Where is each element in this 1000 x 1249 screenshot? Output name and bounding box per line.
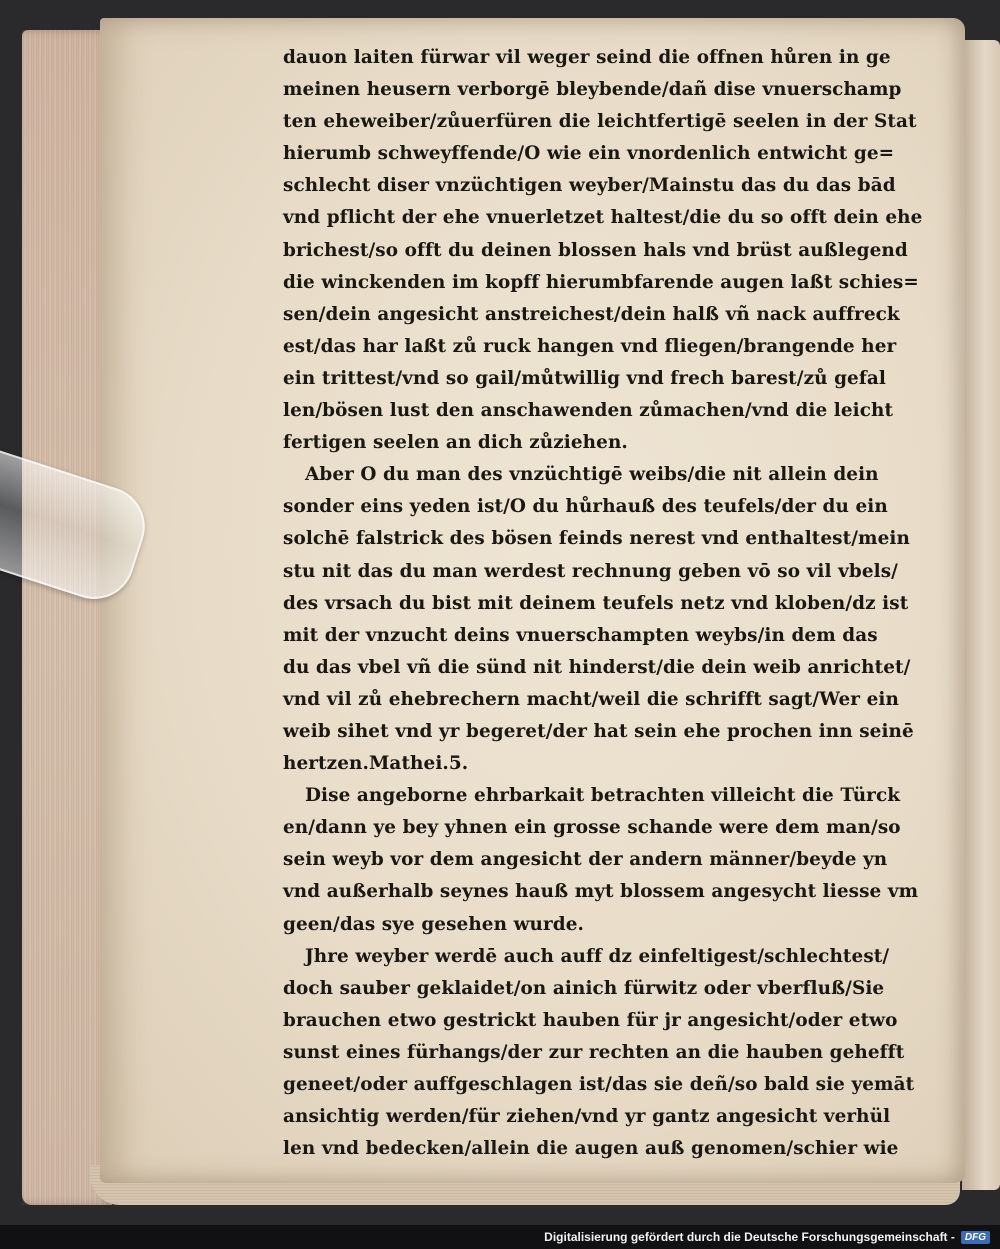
text-line: len vnd bedecken/allein die augen auß genomen/schier wie xyxy=(283,1138,899,1160)
text-line: doch sauber geklaidet/on ainich fürwitz oder vberfluß/Sie xyxy=(283,977,885,999)
text-line: stu nit das du man werdest rechnung geben vō so vil vbels/ xyxy=(283,560,898,582)
footer-bar xyxy=(0,1225,1000,1249)
text-line: weib sihet vnd yr begeret/der hat sein ehe prochen inn seinē xyxy=(283,720,914,742)
next-page-edge xyxy=(962,40,1000,1190)
text-line: des vrsach du bist mit deinem teufels netz vnd kloben/dz ist xyxy=(283,592,909,614)
text-line: ten eheweiber/zůuerfüren die leichtfertigē seelen in der Stat xyxy=(283,111,917,133)
text-line: len/bösen lust den anschawenden zůmachen/vnd die leicht xyxy=(283,400,894,422)
text-line: meinen heusern verborgē bleybende/dañ dise vnuerschamp xyxy=(283,79,902,101)
text-line: vnd vil zů ehebrechern macht/weil die schrifft sagt/Wer ein xyxy=(283,688,899,710)
text-line: Jhre weyber werdē auch auff dz einfeltigest/schlechtest/ xyxy=(305,945,890,967)
footer-credit: Digitalisierung gefördert durch die Deutsche Forschungsgemeinschaft - xyxy=(544,1230,955,1244)
text-line: hierumb schweyffende/O wie ein vnordenlich entwicht ge= xyxy=(283,143,895,165)
text-line: dauon laiten fürwar vil weger seind die offnen hůren in ge xyxy=(283,47,891,68)
book-page-edges xyxy=(22,30,112,1205)
text-line: du das vbel vñ die sünd nit hinderst/die dein weib anrichtet/ xyxy=(283,656,911,678)
text-line: hertzen.Mathei.5. xyxy=(283,753,469,775)
text-line: sonder eins yeden ist/O du hůrhauß des teufels/der du ein xyxy=(283,496,888,518)
text-line: geen/das sye gesehen wurde. xyxy=(283,913,585,935)
text-line: geneet/oder auffgeschlagen ist/das sie deñ/so bald sie yemāt xyxy=(283,1074,915,1095)
text-line: fertigen seelen an dich zůziehen. xyxy=(283,432,628,454)
text-line: est/das har laßt zů ruck hangen vnd fliegen/brangende her xyxy=(283,335,897,357)
text-line: ein trittest/vnd so gail/můtwillig vnd frech barest/zů gefal xyxy=(283,367,886,389)
text-line: en/dann ye bey yhnen ein grosse schande were dem man/so xyxy=(283,817,901,839)
text-line: brauchen etwo gestrickt hauben für jr angesicht/oder etwo xyxy=(283,1009,898,1031)
text-line: Aber O du man des vnzüchtigē weibs/die nit allein dein xyxy=(305,464,879,486)
text-line: Dise angeborne ehrbarkait betrachten villeicht die Türck xyxy=(305,785,901,807)
text-line: die winckenden im kopff hierumbfarende augen laßt schies= xyxy=(283,271,919,293)
text-line: sunst eines fürhangs/der zur rechten an die hauben gehefft xyxy=(283,1041,905,1063)
text-line: sein weyb vor dem angesicht der andern männer/beyde yn xyxy=(283,849,888,871)
dfg-logo: DFG xyxy=(961,1231,990,1244)
text-line: vnd pflicht der ehe vnuerletzet haltest/die du so offt dein ehe xyxy=(283,207,923,229)
text-line: solchē falstrick des bösen feinds nerest vnd enthaltest/mein xyxy=(283,528,910,550)
text-line: mit der vnzucht deins vnuerschampten weybs/in dem das xyxy=(283,624,878,646)
text-line: vnd außerhalb seynes hauß myt blossem angesycht liesse vm xyxy=(283,881,919,903)
page-text xyxy=(283,42,933,1165)
text-line: ansichtig werden/für ziehen/vnd yr gantz angesicht verhül xyxy=(283,1106,891,1128)
text-line: schlecht diser vnzüchtigen weyber/Mainstu das du das bād xyxy=(283,175,896,197)
text-line: brichest/so offt du deinen blossen hals vnd brüst außlegend xyxy=(283,239,908,261)
text-line: sen/dein angesicht anstreichest/dein halß vñ nack auffreck xyxy=(283,303,900,325)
